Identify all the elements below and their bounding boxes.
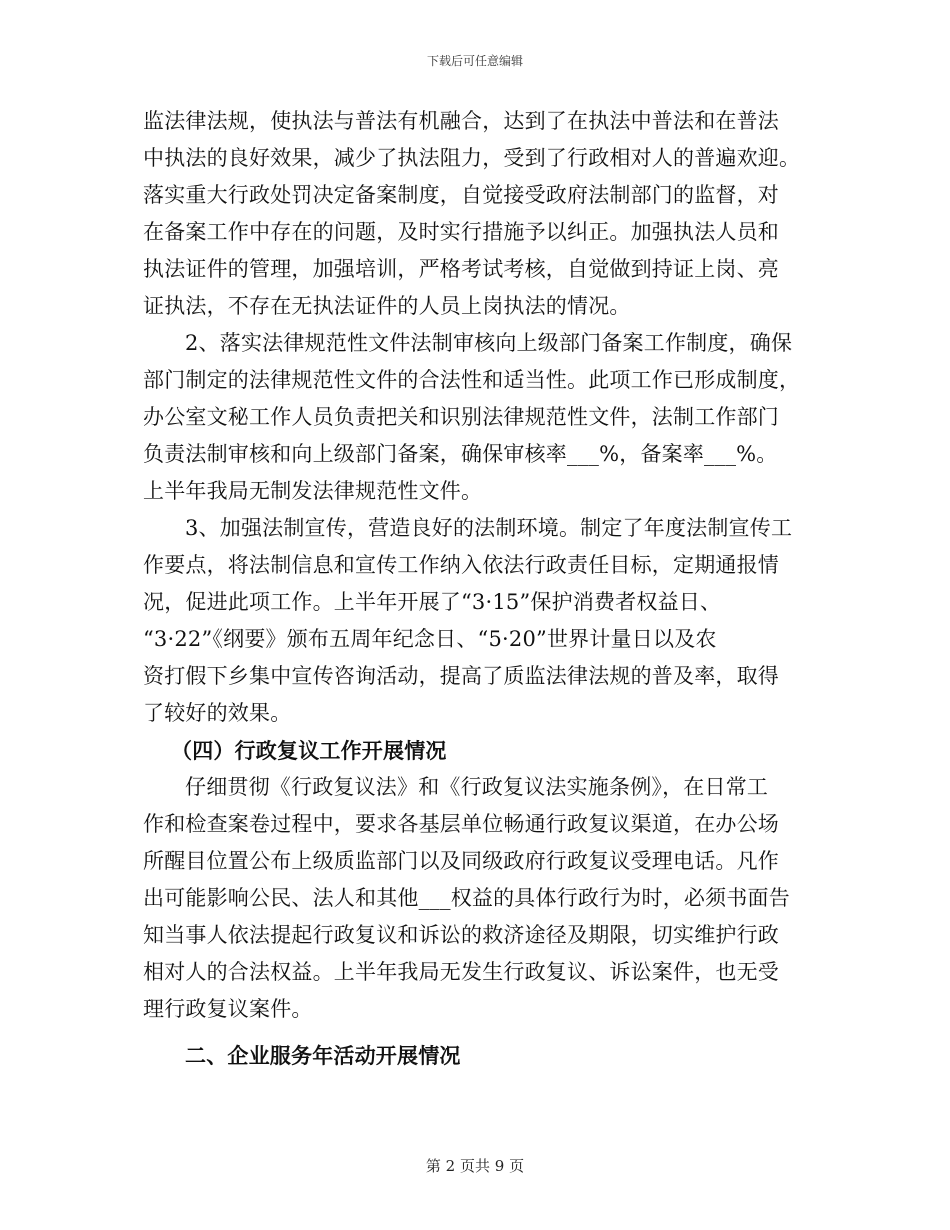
body-line: 执法证件的管理，加强培训，严格考试考核，自觉做到持证上岗、亮 — [143, 257, 779, 281]
page-footer: 第 2 页共 9 页 — [425, 1157, 525, 1175]
section-heading-enterprise-service-year: 二、企业服务年活动开展情况 — [185, 1043, 461, 1068]
section-heading-administrative-review: （四）行政复议工作开展情况 — [171, 738, 447, 763]
body-line: 所醒目位置公布上级质监部门以及同级政府行政复议受理电话。凡作 — [143, 849, 779, 873]
body-line: 作和检查案卷过程中，要求各基层单位畅通行政复议渠道，在办公场 — [143, 812, 779, 836]
body-line: 部门制定的法律规范性文件的合法性和适当性。此项工作已形成制度， — [143, 368, 801, 392]
body-line: 证执法，不存在无执法证件的人员上岗执法的情况。 — [143, 294, 631, 318]
body-line: 落实重大行政处罚决定备案制度，自觉接受政府法制部门的监督，对 — [143, 183, 779, 207]
body-line: 知当事人依法提起行政复议和诉讼的救济途径及期限，切实维护行政 — [143, 923, 779, 947]
body-line: 相对人的合法权益。上半年我局无发生行政复议、诉讼案件，也无受 — [143, 960, 779, 984]
body-line: 资打假下乡集中宣传咨询活动，提高了质监法律法规的普及率，取得 — [143, 664, 779, 688]
body-line: 作要点，将法制信息和宣传工作纳入依法行政责任目标，定期通报情 — [143, 553, 779, 577]
body-line: 3、加强法制宣传，营造良好的法制环境。制定了年度法制宣传工 — [185, 516, 793, 540]
body-line: 况，促进此项工作。上半年开展了“3·15”保护消费者权益日、 — [143, 590, 722, 614]
body-line: 中执法的良好效果，减少了执法阻力，受到了行政相对人的普遍欢迎。 — [143, 146, 801, 170]
body-line: 理行政复议案件。 — [143, 997, 313, 1021]
page-header: 下载后可任意编辑 — [426, 54, 523, 68]
body-line: 2、落实法律规范性文件法制审核向上级部门备案工作制度，确保 — [185, 331, 793, 355]
body-line: 仔细贯彻《行政复议法》和《行政复议法实施条例》，在日常工 — [185, 775, 769, 799]
document-body — [143, 103, 809, 1074]
body-line: 负责法制审核和向上级部门备案，确保审核率___%，备案率___%。 — [143, 442, 778, 466]
body-line: 上半年我局无制发法律规范性文件。 — [143, 479, 483, 503]
body-line: 监法律法规，使执法与普法有机融合，达到了在执法中普法和在普法 — [143, 109, 779, 133]
body-line: 出可能影响公民、法人和其他___权益的具体行政行为时，必须书面告 — [143, 886, 790, 910]
body-line: 在备案工作中存在的问题，及时实行措施予以纠正。加强执法人员和 — [143, 220, 779, 244]
body-line: “3·22”《纲要》颁布五周年纪念日、“5·20”世界计量日以及农 — [143, 627, 717, 651]
body-line: 了较好的效果。 — [143, 701, 292, 725]
body-line: 办公室文秘工作人员负责把关和识别法律规范性文件，法制工作部门 — [143, 405, 779, 429]
